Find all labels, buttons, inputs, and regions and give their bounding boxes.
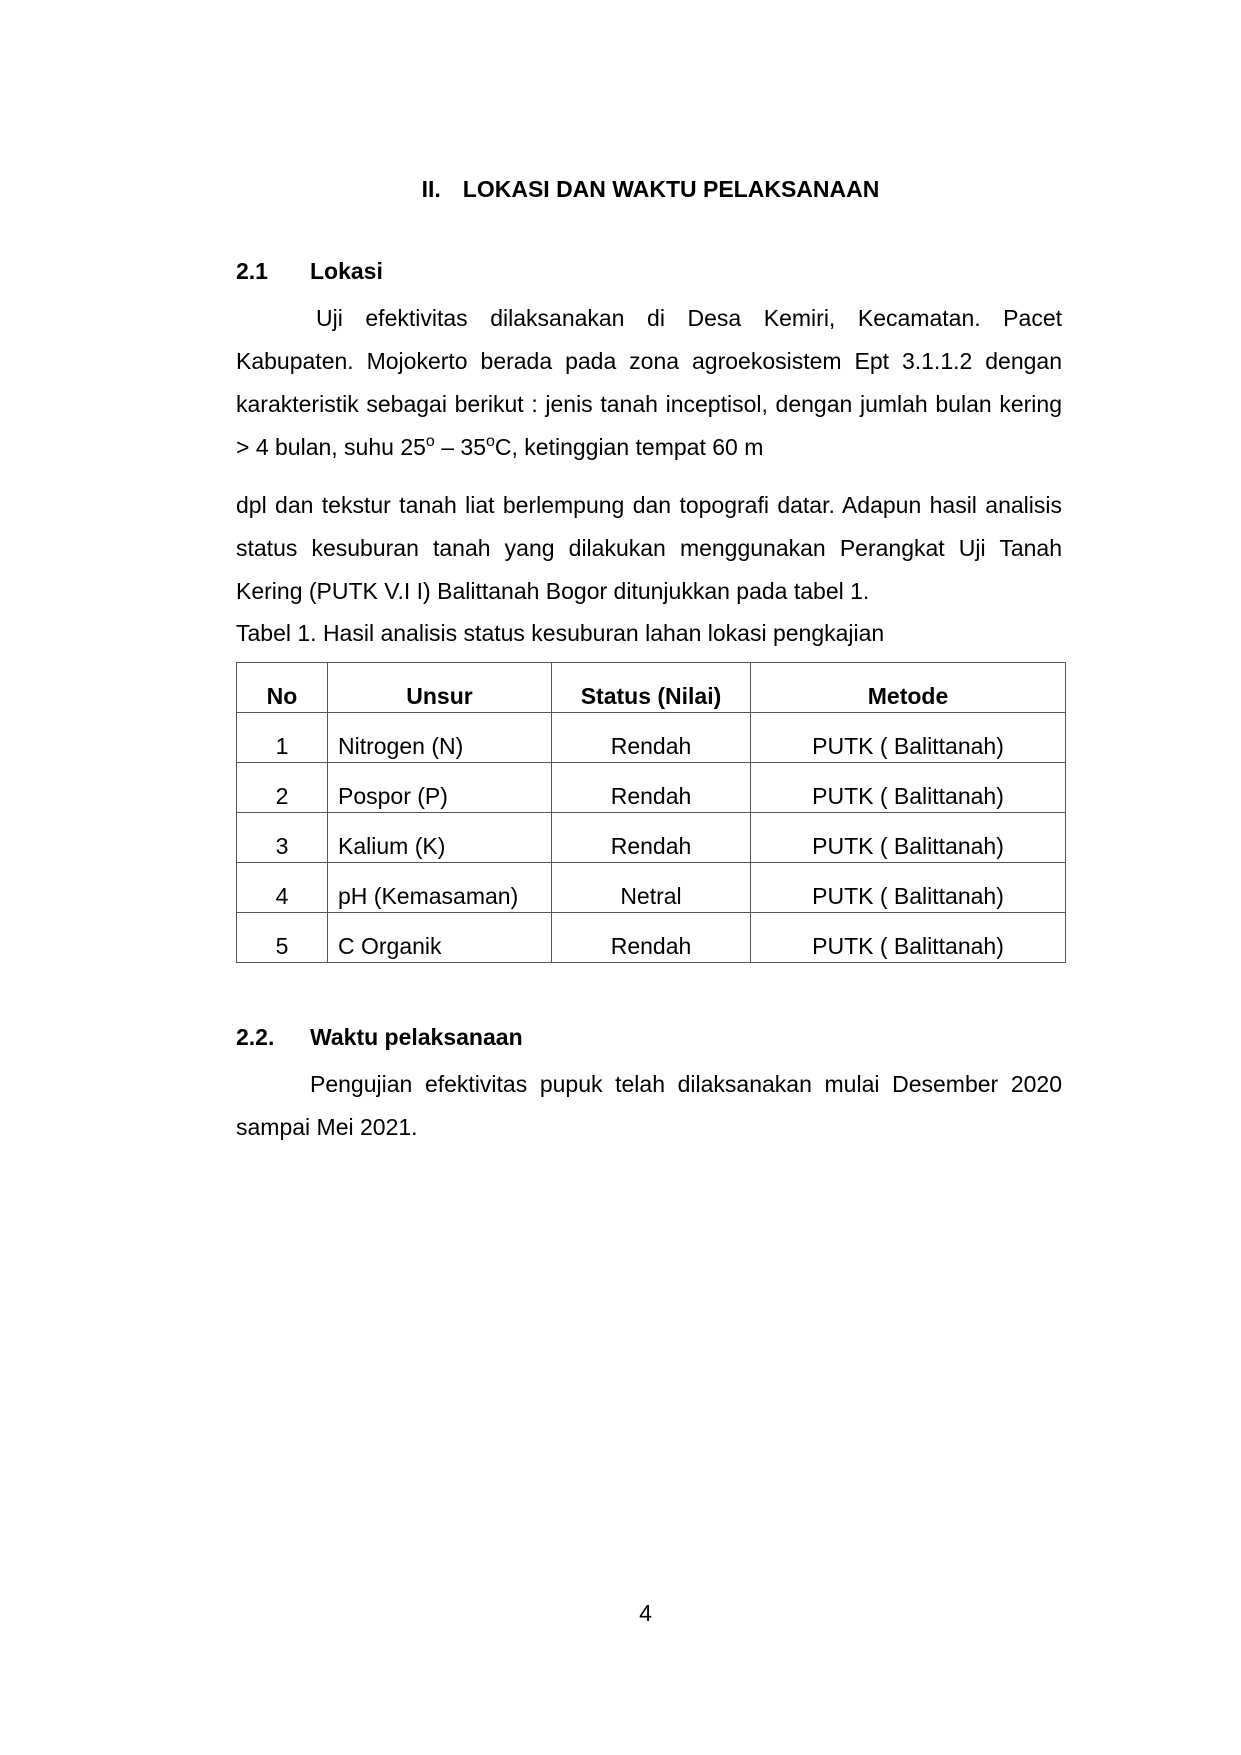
- column-header-no: No: [237, 663, 328, 713]
- cell-metode: PUTK ( Balittanah): [751, 863, 1066, 913]
- degree-superscript: o: [485, 433, 495, 450]
- table-caption: Tabel 1. Hasil analisis status kesuburan lahan lokasi pengkajian: [236, 620, 885, 646]
- cell-no: 4: [237, 863, 328, 913]
- section-title: Lokasi: [310, 258, 383, 284]
- paragraph-waktu: Pengujian efektivitas pupuk telah dilaksanakan mulai Desember 2020 sampai Mei 2021.: [236, 1071, 1062, 1140]
- cell-unsur: Kalium (K): [328, 813, 552, 863]
- cell-no: 5: [237, 913, 328, 963]
- cell-unsur: Nitrogen (N): [328, 713, 552, 763]
- section-number: 2.1: [236, 258, 268, 284]
- cell-status: Rendah: [552, 763, 751, 813]
- cell-unsur: C Organik: [328, 913, 552, 963]
- table-row: [237, 713, 1066, 763]
- cell-unsur: pH (Kemasaman): [328, 863, 552, 913]
- section-number: 2.2.: [236, 1024, 275, 1050]
- paragraph-lokasi-continued: dpl dan tekstur tanah liat berlempung dan topografi datar. Adapun hasil analisis status kesuburan tanah yang dilakukan menggunakan Perangkat Uji Tanah Kering (PUTK V.I I) Balittanah Bogor ditunjukkan pada tabel 1.: [236, 492, 1062, 604]
- table-row: [237, 913, 1066, 963]
- chapter-title-text: LOKASI DAN WAKTU PELAKSANAAN: [462, 176, 880, 202]
- table-row: [237, 863, 1066, 913]
- cell-metode: PUTK ( Balittanah): [751, 913, 1066, 963]
- cell-no: 3: [237, 813, 328, 863]
- section-heading-waktu: [236, 1024, 523, 1051]
- chapter-title: [0, 176, 1241, 203]
- section-heading-lokasi: [236, 258, 383, 285]
- soil-fertility-table: [236, 662, 1066, 963]
- cell-no: 2: [237, 763, 328, 813]
- table-header-row: [237, 663, 1066, 713]
- degree-superscript: o: [425, 433, 435, 450]
- cell-status: Rendah: [552, 913, 751, 963]
- cell-metode: PUTK ( Balittanah): [751, 763, 1066, 813]
- cell-unsur: Pospor (P): [328, 763, 552, 813]
- cell-no: 1: [237, 713, 328, 763]
- column-header-metode: Metode: [751, 663, 1066, 713]
- table-row: [237, 763, 1066, 813]
- chapter-number: II.: [421, 176, 441, 202]
- column-header-status: Status (Nilai): [552, 663, 751, 713]
- section-title: Waktu pelaksanaan: [310, 1024, 523, 1050]
- column-header-unsur: Unsur: [328, 663, 552, 713]
- cell-status: Rendah: [552, 713, 751, 763]
- cell-metode: PUTK ( Balittanah): [751, 813, 1066, 863]
- paragraph-lokasi: Uji efektivitas dilaksanakan di Desa Kemiri, Kecamatan. Pacet Kabupaten. Mojokerto berada pada zona agroekosistem Ept 3.1.1.2 dengan karakteristik sebagai berikut : jenis tanah inceptisol, dengan jumlah bulan kering > 4 bulan, suhu 25$^o$ – 35$^o$C, ketinggian tempat 60 m: [236, 305, 1062, 460]
- cell-status: Rendah: [552, 813, 751, 863]
- cell-status: Netral: [552, 863, 751, 913]
- table-row: [237, 813, 1066, 863]
- page-number: 4: [639, 1600, 652, 1626]
- cell-metode: PUTK ( Balittanah): [751, 713, 1066, 763]
